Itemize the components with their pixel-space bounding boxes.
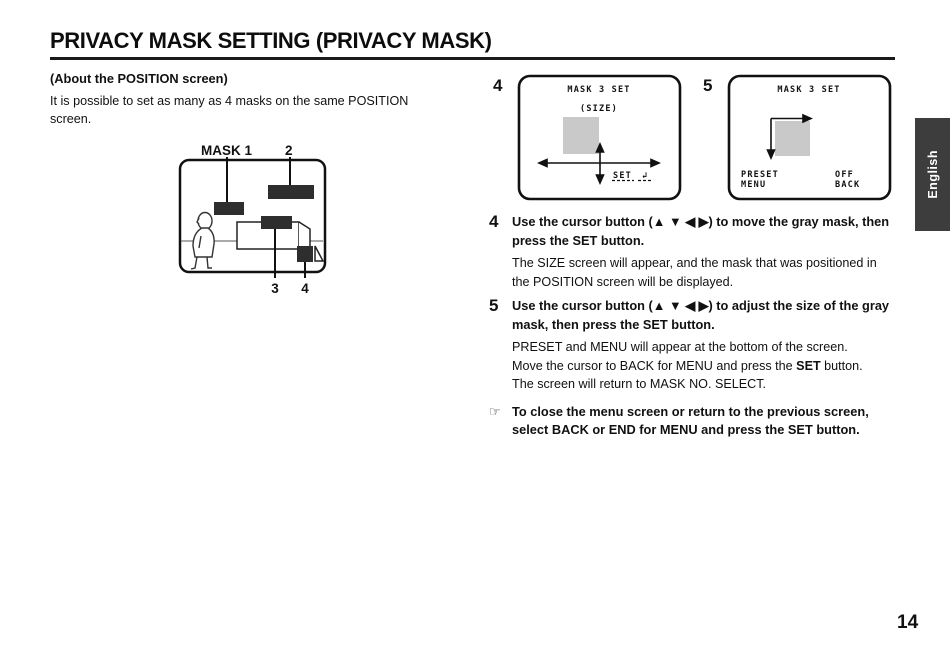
step-5-line2-set: SET bbox=[796, 358, 821, 373]
size-screen-diagram bbox=[517, 74, 682, 201]
title-rule bbox=[50, 57, 895, 60]
language-tab bbox=[915, 118, 950, 231]
language-tab-label: English bbox=[925, 150, 940, 199]
mask2-label: 2 bbox=[285, 143, 293, 158]
mask2-rect bbox=[268, 185, 314, 199]
screen-5-menu-label: MENU bbox=[741, 180, 767, 190]
step-4-text: The SIZE screen will appear, and the mask that was positioned in the POSITION screen will be displayed. bbox=[512, 256, 877, 289]
screen-4-subtitle: (SIZE) bbox=[580, 104, 618, 114]
mask1-rect bbox=[214, 202, 244, 215]
note bbox=[489, 403, 895, 439]
screen-4-title: MASK 3 SET bbox=[567, 85, 631, 95]
mask4-rect bbox=[297, 246, 313, 262]
about-heading: (About the POSITION screen) bbox=[50, 71, 228, 86]
screen-5-number: 5 bbox=[703, 76, 713, 95]
page-number: 14 bbox=[897, 612, 919, 633]
about-body: It is possible to set as many as 4 masks on the same POSITION screen. bbox=[50, 94, 409, 126]
step-4 bbox=[489, 213, 895, 291]
step-5-heading: Use the cursor button (▲ ▼ ◀ ▶) to adjust the size of the gray mask, then press the SET button. bbox=[512, 298, 890, 332]
cursor-return-icon: ↲ bbox=[642, 171, 649, 181]
pointing-hand-icon: ☞ bbox=[489, 404, 501, 419]
step-5-line2-post: button. bbox=[820, 358, 863, 373]
resize-screen-diagram bbox=[727, 74, 892, 201]
page-title: PRIVACY MASK SETTING (PRIVACY MASK) bbox=[50, 28, 492, 53]
mask4-label: 4 bbox=[301, 281, 309, 296]
mask3-label: 3 bbox=[271, 281, 279, 296]
screen-4-number: 4 bbox=[493, 76, 503, 95]
screen-4-set-label: SET bbox=[613, 171, 632, 181]
step-5-text bbox=[512, 338, 895, 394]
gray-mask-rect-2 bbox=[775, 121, 810, 156]
screen-5-preset-label: PRESET bbox=[741, 170, 779, 180]
note-text: To close the menu screen or return to the previous screen, select BACK or END for MENU and press the SET button. bbox=[512, 404, 869, 437]
screen-5-title: MASK 3 SET bbox=[777, 85, 841, 95]
screen-5-off-label: OFF bbox=[835, 170, 854, 180]
mask1-label: MASK 1 bbox=[201, 143, 253, 158]
step-5 bbox=[489, 297, 895, 394]
step-5-text-line3: The screen will return to MASK NO. SELECT. bbox=[512, 377, 767, 391]
position-screen-diagram bbox=[168, 136, 338, 306]
gray-mask-rect bbox=[563, 117, 599, 154]
mask3-rect bbox=[261, 216, 292, 229]
step-4-heading: Use the cursor button (▲ ▼ ◀ ▶) to move the gray mask, then press the SET button. bbox=[512, 214, 890, 248]
step-4-number: 4 bbox=[489, 212, 499, 231]
screen-5-back-label: BACK bbox=[835, 180, 861, 190]
step-5-line2-pre: Move the cursor to BACK for MENU and press the bbox=[512, 358, 797, 373]
step-5-number: 5 bbox=[489, 296, 499, 315]
step-5-text-line2 bbox=[512, 357, 895, 376]
step-5-text-line1: PRESET and MENU will appear at the bottom of the screen. bbox=[512, 340, 848, 354]
